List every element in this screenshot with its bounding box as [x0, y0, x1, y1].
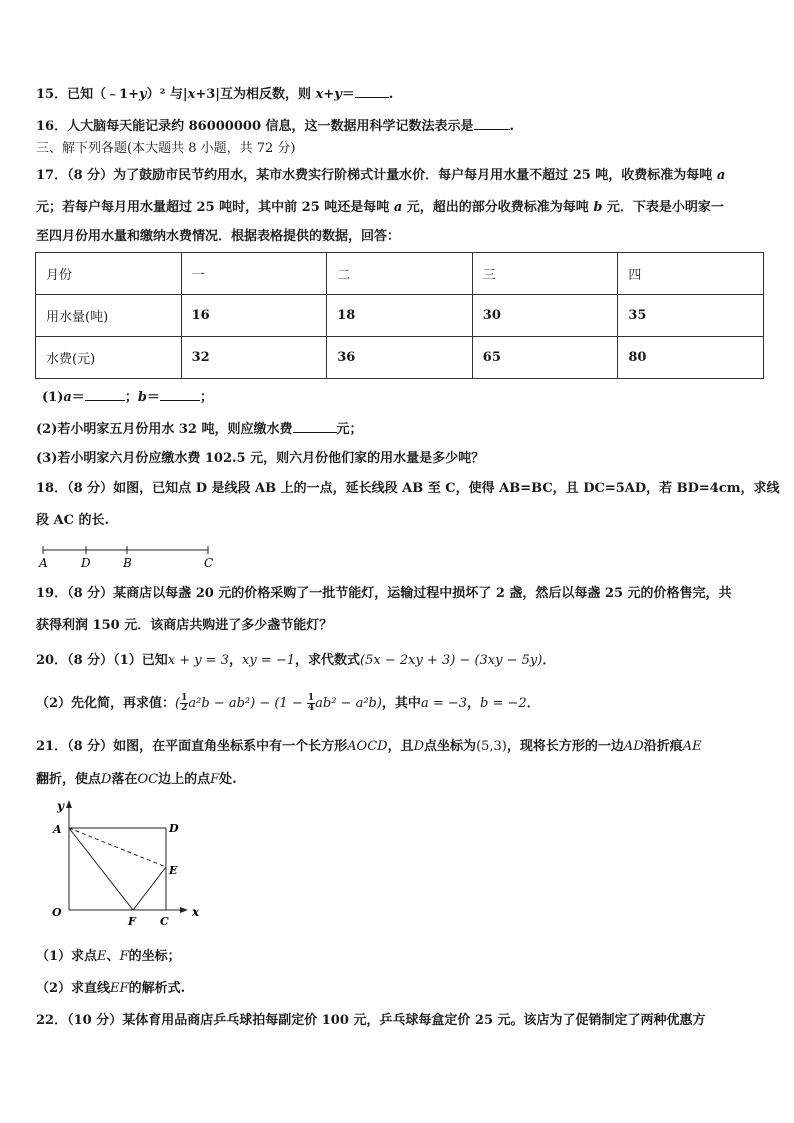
question-21-line-1: 21．（8 分）如图，在平面直角坐标系中有一个长方形AOCD，且D点坐标为(5,3)，现将长方形的一边AD沿折痕AE: [36, 739, 702, 754]
question-16: 16．人大脑每天能记录约 86000000 信息，这一数据用科学记数法表示是 .: [36, 119, 515, 134]
y-axis-label: y: [57, 799, 64, 813]
answer-blank: [474, 118, 510, 130]
point-label: D: [169, 822, 179, 835]
question-21-line-2: 翻折，使点D落在OC边上的点F处.: [36, 772, 237, 787]
table-cell: 二: [327, 253, 473, 295]
table-cell: 18: [327, 295, 473, 337]
answer-blank: [160, 389, 200, 401]
y-axis-arrow-icon: [66, 800, 72, 808]
section-heading: 三、解下列各题(本大题共 8 小题，共 72 分): [36, 141, 296, 156]
table-cell: 36: [327, 337, 473, 379]
table-row: [36, 295, 764, 337]
x-axis-label: x: [192, 905, 200, 919]
question-15: 15．已知（﹣1+y）² 与|x+3|互为相反数，则 x+y＝ .: [36, 87, 394, 102]
question-17-line-1: 17．（8 分）为了鼓励市民节约用水，某市水费实行阶梯式计量水价．每户每月用水量不超过 25 吨，收费标准为每吨 a: [36, 168, 726, 183]
question-21-sub-1: （1）求点E、F的坐标；: [36, 949, 181, 964]
question-17-sub-3: (3)若小明家六月份应缴水费 102.5 元，则六月份他们家的用水量是多少吨？: [36, 451, 485, 466]
answer-blank: [355, 86, 389, 98]
point-label: A: [53, 823, 62, 836]
fraction-one-quarter: $\frac{1}{4}$: [307, 693, 315, 713]
table-cell: 三: [472, 253, 618, 295]
x-axis-arrow-icon: [180, 907, 188, 913]
table-cell: 一: [181, 253, 327, 295]
question-18-line-2: 段 AC 的长.: [36, 513, 110, 528]
point-label: B: [123, 556, 132, 570]
fold-line-ae: [69, 828, 166, 867]
answer-blank: [85, 389, 125, 401]
segment-figure: [36, 540, 226, 572]
question-17-line-2: 元；若每户每月用水量超过 25 吨时，其中前 25 吨还是每吨 a 元，超出的部分收费标准为每吨 b 元．下表是小明家一: [36, 200, 724, 215]
table-cell: 32: [181, 337, 327, 379]
table-row: [36, 253, 764, 295]
question-17-line-3: 至四月份用水量和缴纳水费情况．根据表格提供的数据，回答：: [36, 229, 401, 244]
point-label: F: [128, 915, 136, 928]
question-17-sub-1: (1)a＝ ；b＝ ；: [42, 390, 213, 405]
fraction-one-half: $\frac{1}{2}$: [181, 693, 188, 713]
answer-blank: [293, 421, 337, 433]
table-cell: 16: [181, 295, 327, 337]
table-cell: 用水量(吨): [36, 295, 182, 337]
coordinate-figure: [36, 796, 206, 930]
table-cell: 30: [472, 295, 618, 337]
table-cell: 四: [618, 253, 764, 295]
table-cell: 80: [618, 337, 764, 379]
question-20-part-1: 20．（8 分）（1）已知x + y = 3，xy = −1，求代数式(5x − 2xy + 3) − (3xy − 5y)．: [36, 653, 556, 668]
water-fee-table: [35, 252, 764, 379]
table-cell: 35: [618, 295, 764, 337]
table-row: [36, 337, 764, 379]
table-cell: 65: [472, 337, 618, 379]
question-19-line-1: 19．（8 分）某商店以每盏 20 元的价格采购了一批节能灯，运输过程中损坏了 2 盏，然后以每盏 25 元的价格售完，共: [36, 586, 732, 601]
point-label: C: [160, 915, 169, 928]
question-19-line-2: 获得利润 150 元．该商店共购进了多少盏节能灯？: [36, 618, 333, 633]
table-cell: 水费(元): [36, 337, 182, 379]
question-22-line-1: 22．（10 分）某体育用品商店乒乓球拍每副定价 100 元，乒乓球每盒定价 25 元。该店为了促销制定了两种优惠方: [36, 1013, 706, 1028]
question-20-part-2: （2）先化简，再求值：( $\frac{1}{2}$ a²b − ab²) − (1 − $\frac{1}{4}$ ab² − a²b)，其中a = −3，b = −2．: [36, 693, 540, 713]
point-label: C: [204, 556, 214, 570]
point-label: A: [39, 556, 48, 570]
question-17-sub-2: (2)若小明家五月份用水 32 吨，则应缴水费 元；: [36, 422, 363, 437]
table-cell: 月份: [36, 253, 182, 295]
point-label: O: [52, 906, 62, 919]
point-label: D: [81, 556, 91, 570]
question-18-line-1: 18．（8 分）如图，已知点 D 是线段 AB 上的一点，延长线段 AB 至 C，使得 AB=BC，且 DC=5AD，若 BD=4cm，求线: [36, 481, 780, 496]
point-label: E: [169, 864, 178, 877]
segment-af: [69, 828, 133, 910]
segment-fe: [133, 867, 166, 910]
question-21-sub-2: （2）求直线EF的解析式.: [36, 981, 186, 996]
